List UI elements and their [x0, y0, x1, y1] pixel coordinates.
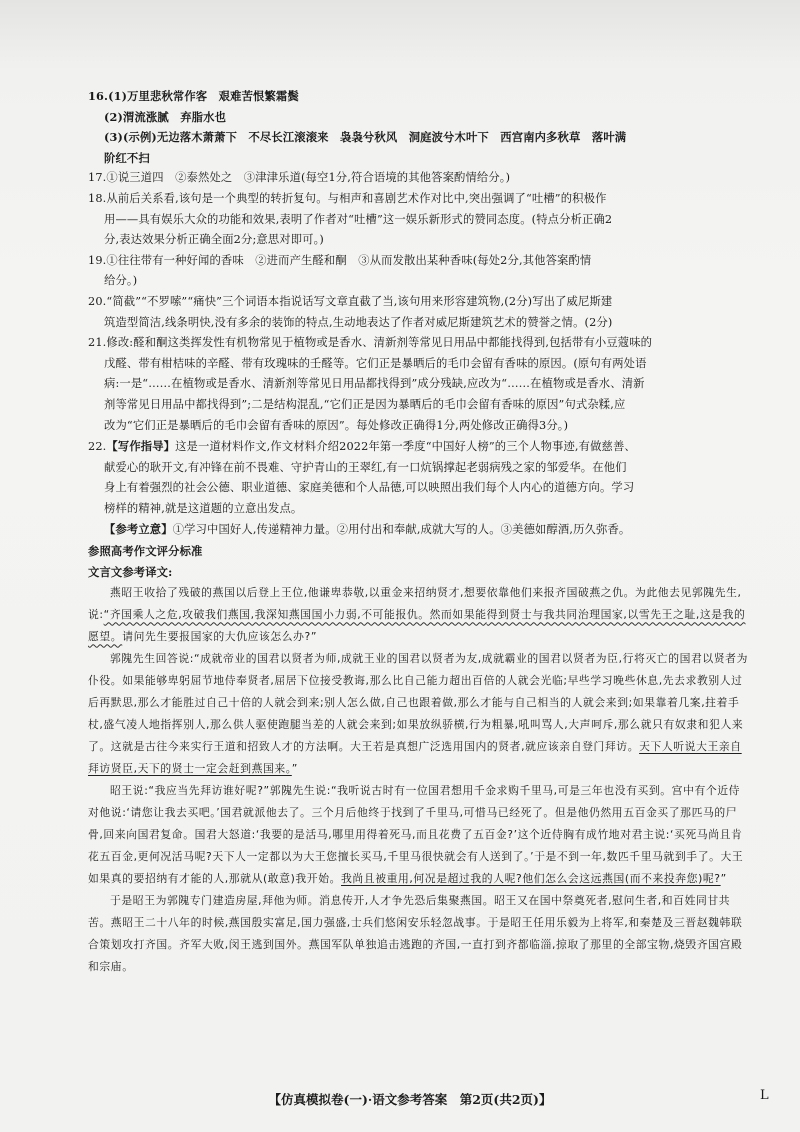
trans-p2-l6: 了。这就是古往今来实行王道和招致人才的方法啊。大王若是真想广泛选用国内的贤者,就应该亲自登门拜 [88, 740, 617, 754]
q22-line-4: 榜样的精神,就是这道题的立意出发点。 [104, 501, 303, 515]
question-16 [88, 86, 750, 168]
q19-line-2: 给分。) [104, 274, 138, 288]
question-17: 17.①说三道四 ②泰然处之 ③津津乐道(每空1分,符合语境的其他答案酌情给分。) [88, 171, 511, 185]
q20-line-2: 筑造型简洁,线条明快,没有多余的装饰的特点,生动地表达了作者对威尼斯建筑艺术的赞誉之情。(2分) [104, 315, 613, 329]
translation-para-1 [88, 582, 750, 648]
reference-idea-text: ①学习中国好人,传递精神力量。②用付出和奉献,成就大写的人。③美德如醇酒,历久弥香。 [172, 523, 631, 537]
trans-p3-l4: 得着死马,而且花费了五百金?’这个近侍胸有成竹地对君主说:‘买死马尚且肯花五百金,更何况活马呢?天下 [88, 828, 743, 864]
trans-p1-wavy-2: 得到贤士与我共同治理国家,以雪先王之耻,这是我的愿望。 [88, 608, 746, 644]
trans-p3-l1: 昭王说:“我应当先拜访谁好呢?”郭隗先生说:“我听说古时有一位国君想用千金求购千里马,可是三年也 [110, 784, 615, 798]
trans-p1-l2: 仇。为此他去见郭隗先生,说: [88, 586, 742, 622]
q18-line-2: 用——具有娱乐大众的功能和效果,表明了作者对“吐槽”这一娱乐新形式的赞同态度。(特点分析正确2 [104, 212, 613, 226]
q22-line-3: 身上有着强烈的社会公德、职业道德、家庭美德和个人品德,可以映照出我们每个人内心的道德方向。学习 [104, 481, 635, 495]
translation-para-4 [88, 890, 750, 978]
q18-line-3: 分,表达效果分析正确全面2分;意思对即可。) [104, 233, 324, 247]
q16-line-4: 阶红不扫 [104, 150, 150, 165]
trans-p1-l1: 燕昭王收拾了残破的燕国以后登上王位,他谦卑恭敬,以重金来招纳贤才,想要依靠他们来报齐国破燕之 [110, 586, 613, 600]
trans-p3-l6a: 真的要招纳有才能的人,那就从(敢意)我开始。 [110, 872, 341, 886]
reference-idea-tag: 【参考立意】 [104, 522, 173, 537]
trans-p1-wavy-1: “齐国乘人之危,攻破我们燕国,我深知燕国国小力弱,不可能报仇。然而如果能 [103, 608, 487, 622]
trans-p2-l5: 么供人驱使跑腿当差的人就会来到;如果放纵骄横,行为粗暴,吼叫骂人,大声呵斥,那么就只有奴隶和犯人来 [221, 718, 744, 732]
translation-para-2 [88, 648, 750, 780]
trans-p3-l5: 人一定都以为大王您擅长买马,千里马很快就会有人送到了。’于是不到一年,数匹千里马就到手了。大王如果 [88, 850, 744, 886]
q18-line-1: 18.从前后关系看,该句是一个典型的转折复句。与相声和喜剧艺术作对比中,突出强调了“吐槽”的积极作 [88, 191, 607, 205]
translation-body [88, 582, 750, 978]
question-21 [88, 333, 750, 436]
trans-p3-l2: 没有买到。宫中有个近侍对他说:‘请您让我去买吧。’国君就派他去了。三个月后他终于找到了千里马,可惜 [88, 784, 741, 820]
trans-p4-l2: 慰问生者,和百姓同甘共苦。燕昭王二十八年的时候,燕国殷实富足,国力强盛,士兵们悠闲安乐轻忽战事。于是昭 [88, 894, 731, 930]
page-footer: 【仿真模拟卷(一)·语文参考答案 第2页(共2页)】 [268, 1092, 552, 1107]
trans-p1-tail: 请问先生要报国家的大仇应该怎么办?” [122, 630, 318, 644]
trans-p3-underline-2: (而不来投奔您)呢? [624, 872, 721, 886]
q21-line-5: 改为“它们正是暴晒后的毛巾会留有香味的原因”。每处修改正确得1分,两处修改正确得3分。) [104, 418, 569, 432]
q22-line-1: 22.【写作指导】这是一道材料作文,作文材料介绍2022年第一季度“中国好人榜”的三个人物事迹,有做慈善、 [88, 439, 636, 454]
q16-line-2: (2)渭流涨腻 弃脂水也 [104, 109, 227, 124]
trans-p2-underline: 天下人听说大王亲自拜访贤臣,天下的贤士一定会赶到燕国来。 [88, 740, 742, 776]
trans-p2-l7a: 访。 [616, 740, 640, 754]
translation-para-3 [88, 780, 750, 890]
trans-p2-l1: 郭隗先生回答说:“成就帝业的国君以贤者为师,成就王业的国君以贤者为友,成就霸业的国君以贤者为 [110, 652, 608, 666]
q21-line-4: 剂等常见日用品中都找得到”;二是结构混乱,“它们正是因为暴晒后的毛巾会留有香味的原因”句式杂糅,应 [104, 397, 626, 411]
q19-line-1: 19.①往往带有一种好闻的香味 ②进而产生醛和酮 ③从而发散出某种香味(每处2分,其他答案酌情 [88, 253, 592, 267]
trans-p4-l3: 王任用乐毅为上将军,和秦楚及三晋赵魏韩联合策划攻打齐国。齐军大败,闵王逃到国外。燕国军队单独追击 [88, 916, 743, 952]
trans-p3-l3: 马已经死了。但是他仍然用五百金买了那匹马的尸骨,回来向国君复命。国君大怒道:‘我要的是活马,哪里用 [88, 806, 738, 842]
answer-content [88, 86, 750, 978]
q16-line-1: 16.(1)万里悲秋常作客 艰难苦恨繁霜鬓 [88, 89, 299, 103]
trans-p4-l1: 于是昭王为郭隗专门建造房屋,拜他为师。消息传开,人才争先恐后集聚燕国。昭王又在国中祭奠死者, [110, 894, 613, 908]
translation-heading: 文言文参考译文: [88, 564, 173, 579]
trans-p3-l7b: ” [720, 872, 727, 886]
question-18 [88, 189, 750, 251]
trans-p3-underline-1: 我尚且被重用,何况是超过我的人呢?他们怎么会这远燕国 [341, 872, 625, 886]
corner-mark: L [760, 1088, 769, 1103]
scoring-standard-heading: 参照高考作文评分标准 [88, 544, 203, 559]
q21-line-1: 21.修改:醛和酮这类挥发性有机物常见于植物或是香水、清新剂等常见日用品中都能找得到,包括带有小豆蔻味的 [88, 336, 653, 350]
q20-line-1: 20.“简截”“不罗嗦”“痛快”三个词语本指说话写文章直截了当,该句用来形容建筑物,(2分)写出了威尼斯建 [88, 294, 613, 308]
q22-reference [88, 519, 750, 541]
trans-p2-l2: 臣,行将灭亡的国君以贤者为仆役。如果能够卑躬屈节地侍奉贤者,屈居下位接受教诲,那么比自己能力超出 [88, 652, 748, 688]
question-19 [88, 251, 750, 292]
writing-guide-tag: 【写作指导】 [106, 439, 176, 454]
trans-p4-l4: 逃跑的齐国,一直打到齐都临淄,掠取了那里的全部宝物,烧毁齐国宫殿和宗庙。 [88, 938, 743, 974]
trans-p2-l4: 怎么做,自己也跟着做,那么才能与自己相当的人就会来到;如果靠着几案,拄着手杖,盛气凌人地指挥别人,那 [88, 696, 740, 732]
trans-p2-l3: 百倍的人就会光临;早些学习晚些休息,先去求教别人过后再默思,那么才能胜过自己十倍的人就会到来;别人 [88, 674, 743, 710]
q22-line-2: 献爱心的耿开文,有冲锋在前不畏难、守护青山的王翠红,有一口炕锅撑起老弱病残之家的邹爱华。在他们 [104, 460, 627, 474]
q22-line-1-text: 这是一道材料作文,作文材料介绍2022年第一季度“中国好人榜”的三个人物事迹,有做慈善、 [175, 440, 636, 454]
q21-line-3: 病:一是“……在植物或是香水、清新剂等常见日用品都找得到”成分残缺,应改为“……在植物或是香水、清新 [104, 377, 645, 391]
q16-line-3: (3)(示例)无边落木萧萧下 不尽长江滚滚来 袅袅兮秋风 洞庭波兮木叶下 西宫南内多秋草 落叶满 [104, 130, 627, 145]
trans-p2-l7b: ” [291, 762, 298, 776]
question-22 [88, 436, 750, 541]
question-20 [88, 292, 750, 333]
q21-line-2: 戊醛、带有柑桔味的辛醛、带有玫瑰味的壬醛等。它们正是暴晒后的毛巾会留有香味的原因。(原句有两处语 [104, 356, 647, 370]
